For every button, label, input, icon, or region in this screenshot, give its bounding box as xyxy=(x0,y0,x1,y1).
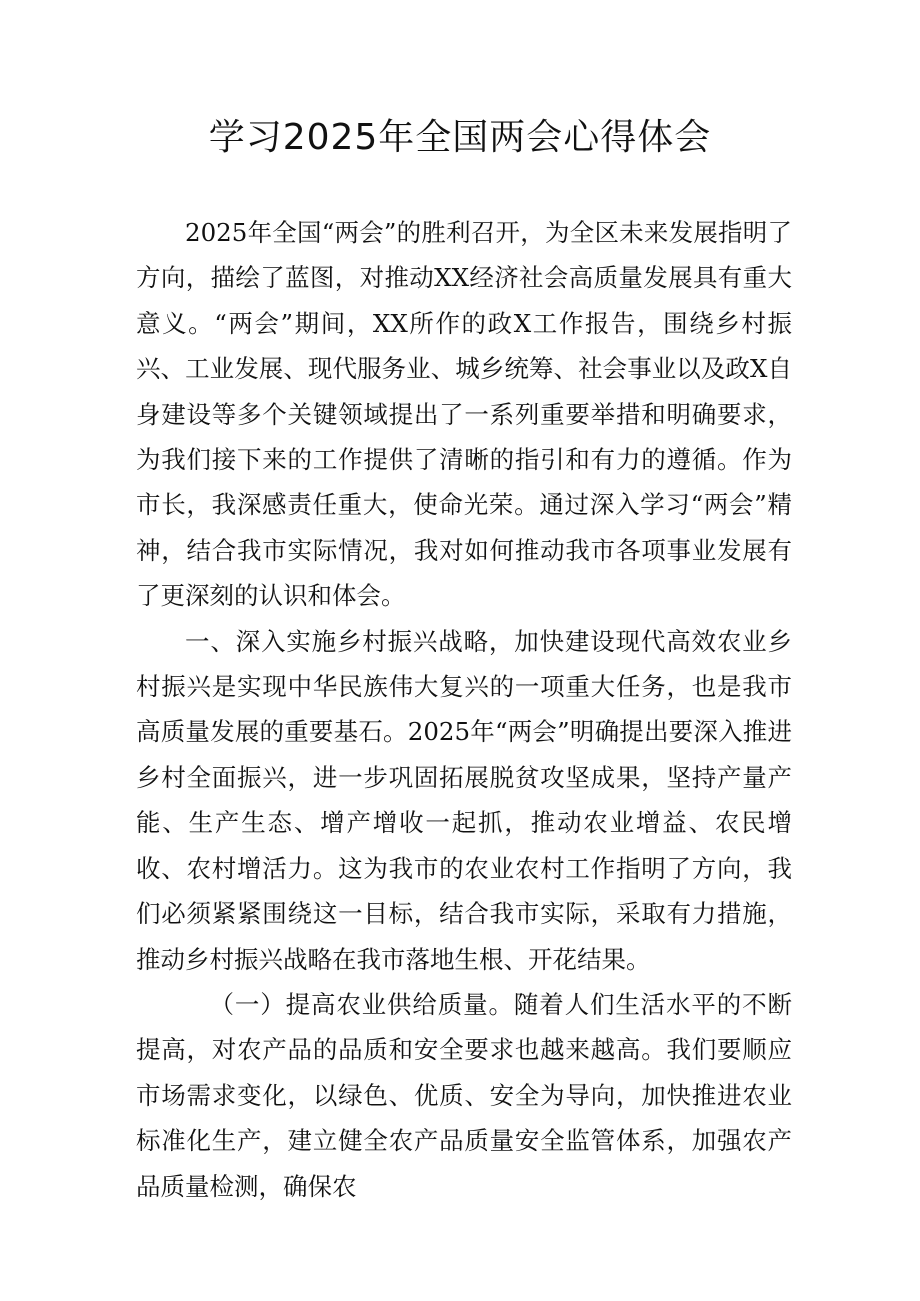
document-body xyxy=(136,210,792,1209)
paragraph-subsection-one: （一）提高农业供给质量。随着人们生活水平的不断提高，对农产品的品质和安全要求也越来越高。我们要顺应市场需求变化，以绿色、优质、安全为导向，加快推进农业标准化生产，建立健全农产品质量安全监管体系，加强农产品质量检测，确保农 xyxy=(136,989,792,1201)
paragraph-section-one: 一、深入实施乡村振兴战略，加快建设现代高效农业乡村振兴是实现中华民族伟大复兴的一项重大任务，也是我市高质量发展的重要基石。2025年“两会”明确提出要深入推进乡村全面振兴，进一步巩固拓展脱贫攻坚成果，坚持产量产能、生产生态、增产增收一起抓，推动农业增益、农民增收、农村增活力。这为我市的农业农村工作指明了方向，我们必须紧紧围绕这一目标，结合我市实际，采取有力措施，推动乡村振兴战略在我市落地生根、开花结果。 xyxy=(136,626,792,974)
paragraph-intro: 2025年全国“两会”的胜利召开，为全区未来发展指明了方向，描绘了蓝图，对推动XX经济社会高质量发展具有重大意义。“两会”期间，XX所作的政X工作报告，围绕乡村振兴、工业发展、现代服务业、城乡统筹、社会事业以及政X自身建设等多个关键领域提出了一系列重要举措和明确要求，为我们接下来的工作提供了清晰的指引和有力的遵循。作为市长，我深感责任重大，使命光荣。通过深入学习“两会”精神，结合我市实际情况，我对如何推动我市各项事业发展有了更深刻的认识和体会。 xyxy=(136,218,792,611)
document-title: 学习2025年全国两会心得体会 xyxy=(208,117,712,158)
